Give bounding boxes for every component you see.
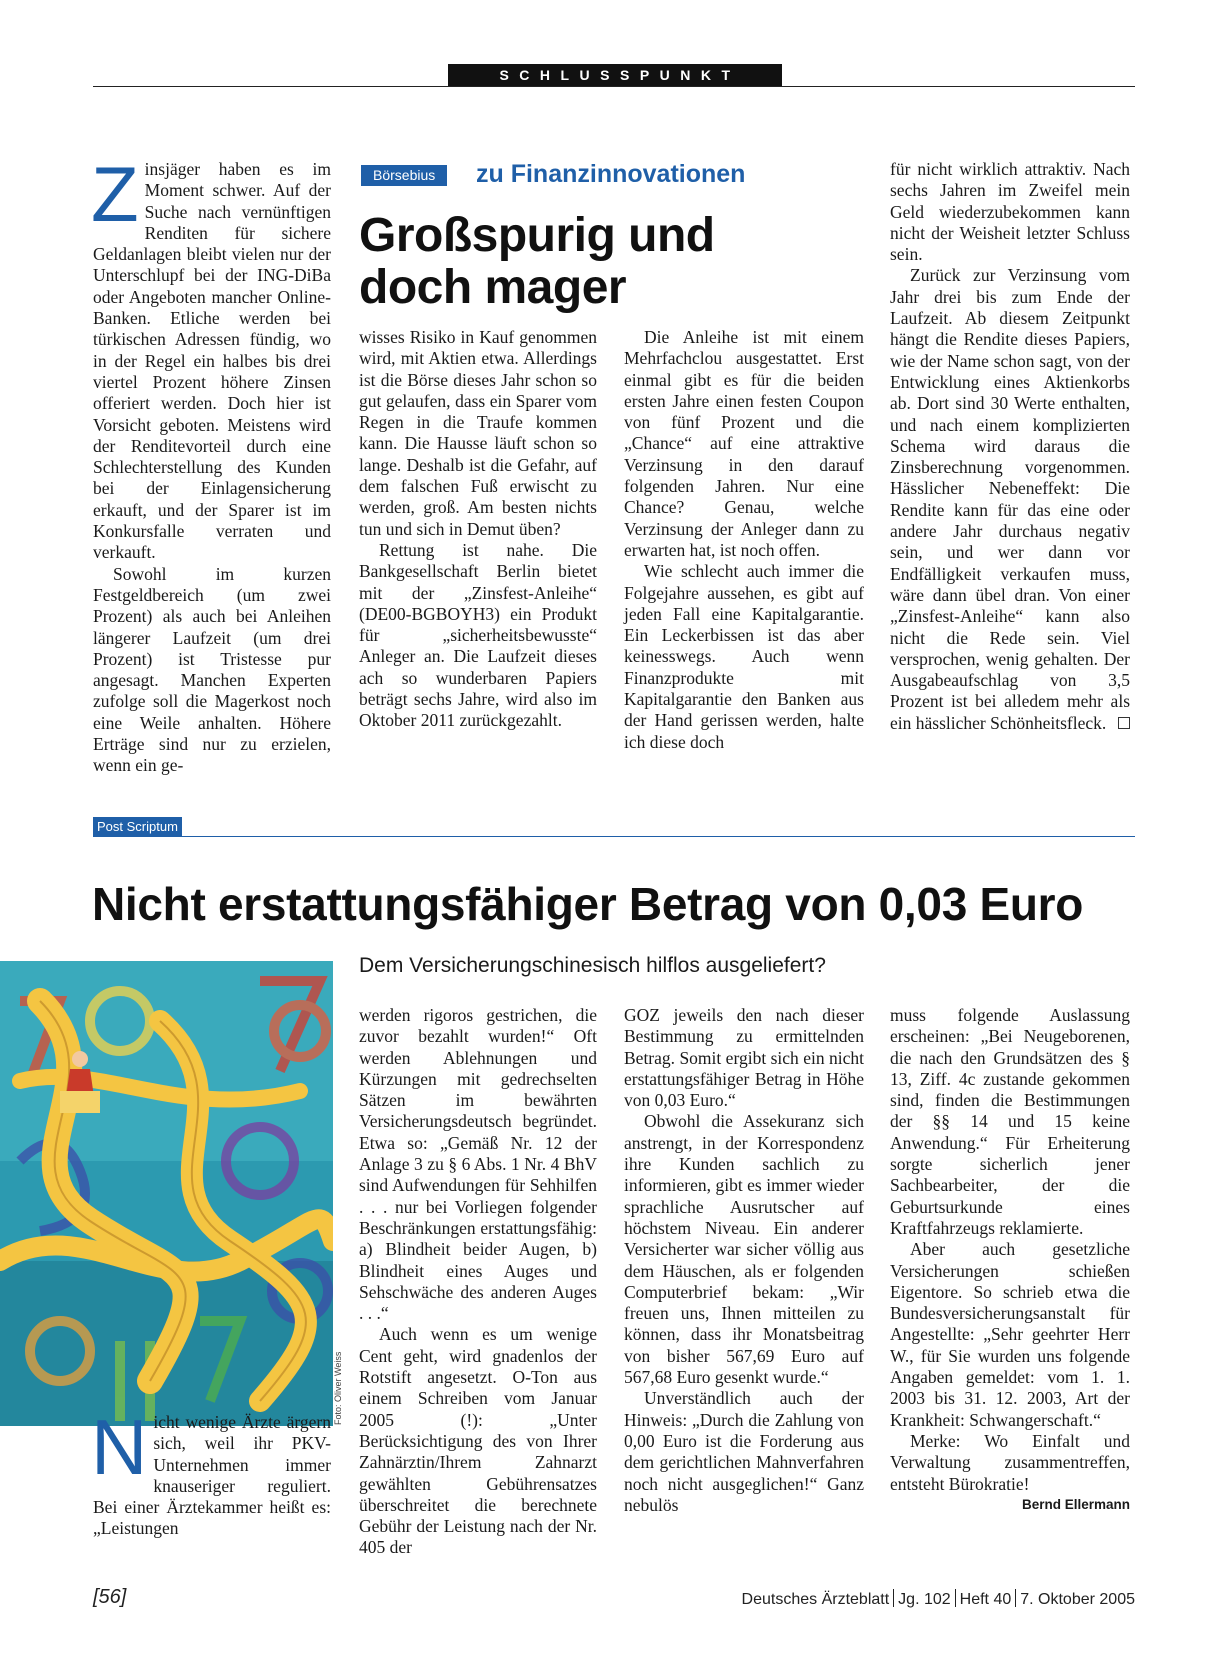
- article2-col4-p3: Merke: Wo Einfalt und Verwaltung zusammentreffen, entsteht Bürokratie!: [890, 1430, 1130, 1494]
- post-scriptum-label: Post Scriptum: [93, 817, 182, 836]
- author-name: Bernd Ellermann: [1021, 1496, 1130, 1512]
- article1-col2-p2: Rettung ist nahe. Die Bankgesellschaft Berlin bietet mit der „Zinsfest-Anleihe“ (DE00-BGBOYH3) ein Produkt für „sicherheitsbewusste“ Anleger an. Die Laufzeit dieses ach so wunderbaren Papiers beträgt sechs Jahre, wird also im Oktober 2011 zurückgezahlt.: [359, 539, 597, 731]
- article1-col3-p1: Die Anleihe ist mit einem Mehrfachclou ausgestattet. Erst einmal gibt es für die beiden ersten Jahre einen festen Coupon von fünf Prozent und die „Chance“ auf eine attraktive Verzinsung in den darauf folgenden Jahren. Nur eine Chance? Genau, welche Verzinsung der Anleger dann zu erwarten hat, ist noch offen.: [624, 327, 864, 560]
- article2-subline: Dem Versicherungschinesisch hilflos ausgeliefert?: [359, 954, 826, 977]
- header-rule: [93, 86, 1135, 87]
- article1-col3-p2: Wie schlecht auch immer die Folgejahre aussehen, es gibt auf jeden Fall eine Kapitalgarantie. Ein Leckerbissen ist das aber keinesswegs. Auch wenn Finanzprodukte mit Kapitalgarantie den Banken aus der Hand gerissen werden, halte ich diese doch: [624, 561, 864, 752]
- article2-col1-p1: icht wenige Ärzte ärgern sich, weil ihr PKV-Unternehmen immer knauseriger reguliert. Bei einer Ärztekammer heißt es: „Leistungen: [93, 1412, 331, 1539]
- article2-column-2: [359, 1005, 597, 1559]
- article1-col1-p2: Sowohl im kurzen Festgeldbereich (um zwei Prozent) als auch bei Anleihen längerer Laufzeit (um drei Prozent) ist Tristesse pur angesagt. Manchen Experten zufolge soll die Magerkost noch eine Weile anhalten. Höhere Erträge sind nur zu erzielen, wenn ein ge-: [93, 563, 331, 776]
- article1-headline: Großspurig und doch mager: [359, 209, 715, 314]
- article1-column-3: [624, 327, 864, 753]
- article1-col4-p1: für nicht wirklich attraktiv. Nach sechs Jahren im Zweifel mein Geld wiederzubekommen kann nicht der Weisheit letzter Schluss sein.: [890, 159, 1130, 265]
- journal-issue: Heft 40: [959, 1591, 1012, 1608]
- section-label: SCHLUSSPUNKT: [448, 64, 782, 86]
- article2-col2-p1: werden rigoros gestrichen, die zuvor bezahlt wurden!“ Oft werden Ablehnungen und Kürzungen mit gedrechselten Sätzen im bewährten Versicherungsdeutsch begründet. Etwa so: „Gemäß Nr. 12 der Anlage 3 zu § 6 Abs. 1 Nr. 4 BhV sind Aufwendungen für Sehhilfen . . . nur bei Vorliegen folgender Beschränkungen erstattungsfähig: a) Blindheit beider Augen, b) Blindheit eines Auges und Sehschwäche des anderen Auges . . .“: [359, 1005, 597, 1324]
- article2-col4-p1: muss folgende Auslassung erscheinen: „Bei Neugeborenen, die nach den Grundsätzen des § 13, Ziff. 4c zustande gekommen sind, finden die Bestimmungen der §§ 14 und 15 keine Anwendung.“ Für Erheiterung sorgte sicherlich jener Sachbearbeiter, der die Geburtsurkunde eines Kraftfahrzeugs reklamierte.: [890, 1005, 1130, 1238]
- article2-col3-p2: Obwohl die Assekuranz sich anstrengt, in der Korrespondenz ihre Kunden sachlich zu informieren, gibt es immer wieder sprachliche Ausrutscher auf höchstem Niveau. Ein anderer Versicherter war sicher völlig aus dem Häuschen, als er folgenden Computerbrief bekam: „Wir freuen uns, Ihnen mitteilen zu können, dass ihr Monatsbeitrag von bisher 567,69 Euro auf 567,68 Euro gesenkt wurde.“: [624, 1111, 864, 1388]
- journal-date: 7. Oktober 2005: [1020, 1591, 1135, 1608]
- article2-headline: Nicht erstattungsfähiger Betrag von 0,03 Euro: [92, 878, 1084, 930]
- article2-column-1: [91, 1403, 331, 1540]
- article1-col4-p2: Zurück zur Verzinsung vom Jahr drei bis zum Ende der Laufzeit. Ab diesem Zeitpunkt hängt die Rendite dieses Papiers, wie der Name schon sagt, von der Entwicklung eines Aktienkorbs ab. Dort sind 30 Werte enthalten, und nach einem komplizierten Schema wird daraus die Zinsberechnung vorgenommen. Hässlicher Nebeneffekt: Die Rendite kann für das eine oder andere Jahr durchaus negativ sein, und wer dann vor Endfälligkeit verkaufen muss, wäre dann übel dran. Von einer „Zinsfest-Anleihe“ kann also nicht die Rede sein. Viel versprochen, wenig gehalten. Der Ausgabeaufschlag von 3,5 Prozent ist bei alledem mehr als ein hässlicher Schönheitsfleck.: [890, 265, 1130, 733]
- boersebius-kicker: Börsebius: [361, 165, 447, 186]
- kicker-title: zu Finanzinnovationen: [476, 160, 746, 188]
- dropcap-n: N: [91, 1403, 148, 1491]
- article2-col2-p2: Auch wenn es um wenige Cent geht, wird gnadenlos der Rotstift angesetzt. O-Ton aus einem Schreiben vom Januar 2005 (!): „Unter Berücksichtigung des von Ihrer Zahnärztin/Ihrem Zahnarzt gewählten Gebührensatzes überschreitet die berechnete Gebühr der Leistung nach der Nr. 405 der: [359, 1324, 597, 1558]
- footer-citation: [742, 1589, 1135, 1609]
- article1-column-4: [890, 159, 1130, 734]
- article1-column-2: [359, 327, 597, 732]
- article1-col2-p1: wisses Risiko in Kauf genommen wird, mit Aktien etwa. Allerdings ist die Börse dieses Jahr schon so gut gelaufen, dass ein Sparer vom Regen in die Traufe kommen kann. Die Hausse läuft schon so lange. Deshalb ist die Gefahr, auf dem falschen Fuß erwischt zu werden, groß. Am besten nichts tun und sich in Demut üben?: [359, 327, 597, 539]
- end-of-article-box: [1118, 717, 1130, 729]
- journal-volume: Jg. 102: [898, 1591, 951, 1608]
- article2-col4-p2: Aber auch gesetzliche Versicherungen schießen Eigentore. So schrieb etwa die Bundesversicherungsanstalt für Angestellte: „Sehr geehrter Herr W., für Sie wurden uns folgende Angaben gemeldet: vom 1. 1. 2003 bis 31. 12. 2003, Art der Krankheit: Schwangerschaft.“: [890, 1239, 1130, 1430]
- money-ribbon-illustration: [0, 961, 333, 1426]
- page-number: [56]: [93, 1586, 127, 1608]
- photo-credit: Foto: Oliver Weiss: [333, 1351, 343, 1425]
- article1-col1-p1: insjäger haben es im Moment schwer. Auf der Suche nach vernünftigen Renditen für sichere Geldanlagen bleibt vielen nur der Unterschlupf bei der ING-DiBa oder Angeboten mancher Online-Banken. Etliche werden bei türkischen Adressen fündig, wo in der Regel ein halbes bis drei viertel Prozent höhere Zinsen offeriert werden. Doch hier ist Vorsicht geboten. Meistens wird der Renditevorteil durch eine Schlechterstellung des Kunden bei der Einlagensicherung erkauft, und der Sparer ist im Konkursfalle verraten und verkauft.: [93, 159, 331, 563]
- article2-col3-p1: GOZ jeweils den nach dieser Bestimmung zu ermittelnden Betrag. Somit ergibt sich ein nicht erstattungsfähiger Betrag in Höhe von 0,03 Euro.“: [624, 1005, 864, 1111]
- post-scriptum-rule: [93, 836, 1135, 837]
- article1-column-1: [91, 150, 331, 777]
- article2-column-4: [890, 1005, 1130, 1515]
- journal-name: Deutsches Ärzteblatt: [741, 1591, 890, 1608]
- article2-col3-p3: Unverständlich auch der Hinweis: „Durch die Zahlung von 0,00 Euro ist die Forderung aus dem gerichtlichen Mahnverfahren noch nicht ausgeglichen!“ Ganz nebulös: [624, 1388, 864, 1515]
- article2-column-3: [624, 1005, 864, 1516]
- dropcap-z: Z: [91, 150, 139, 238]
